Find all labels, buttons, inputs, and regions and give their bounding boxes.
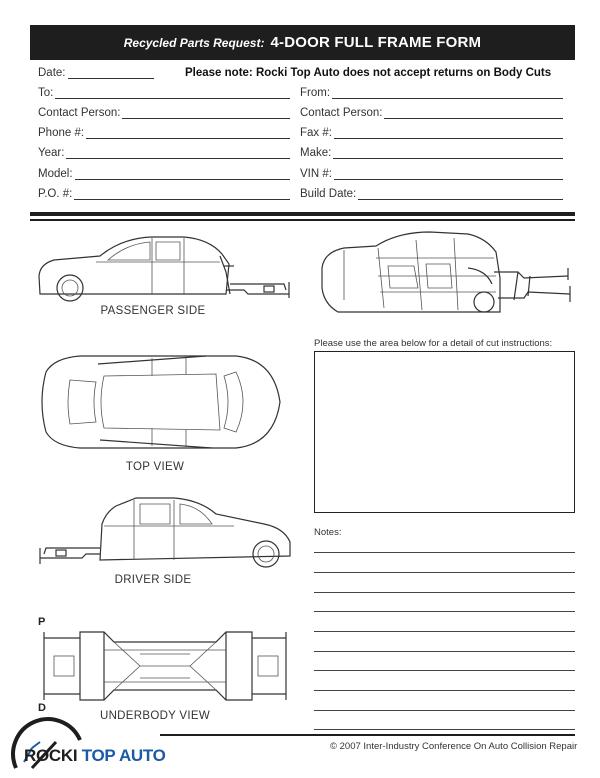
- vin-field[interactable]: [300, 168, 563, 180]
- contact-right-field[interactable]: [300, 107, 563, 119]
- year-field[interactable]: [38, 147, 290, 159]
- passenger-marker: P: [38, 616, 46, 628]
- notes-line[interactable]: [314, 690, 575, 691]
- notes-line[interactable]: [314, 670, 575, 671]
- top-view-diagram[interactable]: [36, 352, 286, 452]
- vin-label: VIN #:: [300, 168, 332, 180]
- contact-right-line[interactable]: [384, 108, 563, 119]
- make-label: Make:: [300, 147, 332, 159]
- underbody-view-diagram[interactable]: [40, 626, 290, 706]
- fax-line[interactable]: [334, 128, 563, 139]
- notes-line[interactable]: [314, 592, 575, 593]
- year-label: Year:: [38, 147, 65, 159]
- notes-label: Notes:: [314, 527, 342, 538]
- build-date-line[interactable]: [358, 189, 563, 200]
- rocki-top-auto-logo: [10, 718, 166, 774]
- to-field[interactable]: [38, 87, 290, 99]
- driver-side-diagram[interactable]: [34, 494, 296, 568]
- form-title: 4-DOOR FULL FRAME FORM: [270, 34, 482, 51]
- phone-field[interactable]: [38, 127, 290, 139]
- logo-text-top-auto: TOP AUTO: [81, 746, 166, 765]
- contact-left-label: Contact Person:: [38, 107, 121, 119]
- year-line[interactable]: [66, 148, 290, 159]
- notes-line[interactable]: [314, 572, 575, 573]
- section-divider-thick: [30, 212, 575, 216]
- make-line[interactable]: [333, 148, 563, 159]
- from-field[interactable]: [300, 87, 563, 99]
- model-label: Model:: [38, 168, 73, 180]
- phone-label: Phone #:: [38, 127, 85, 139]
- to-line[interactable]: [55, 88, 290, 99]
- po-field[interactable]: [38, 188, 290, 200]
- returns-notice: Please note: Rocki Top Auto does not accept returns on Body Cuts: [185, 67, 552, 79]
- underbody-view-caption: UNDERBODY VIEW: [99, 710, 211, 722]
- to-label: To:: [38, 87, 54, 99]
- form-header: [30, 25, 575, 60]
- make-field[interactable]: [300, 147, 563, 159]
- vin-line[interactable]: [334, 169, 563, 180]
- from-label: From:: [300, 87, 331, 99]
- cut-instructions-box[interactable]: [314, 351, 575, 513]
- form-subtitle: Recycled Parts Request:: [123, 35, 265, 50]
- from-line[interactable]: [332, 88, 563, 99]
- logo-text-rocki: ROCKI: [24, 746, 78, 765]
- fax-field[interactable]: [300, 127, 563, 139]
- date-field[interactable]: [38, 67, 154, 79]
- notes-line[interactable]: [314, 710, 575, 711]
- model-field[interactable]: [38, 168, 290, 180]
- contact-left-field[interactable]: [38, 107, 290, 119]
- po-line[interactable]: [74, 189, 290, 200]
- build-date-label: Build Date:: [300, 188, 357, 200]
- fax-label: Fax #:: [300, 127, 332, 139]
- build-date-field[interactable]: [300, 188, 563, 200]
- date-line[interactable]: [68, 68, 155, 79]
- model-line[interactable]: [75, 169, 290, 180]
- phone-line[interactable]: [86, 128, 290, 139]
- passenger-side-diagram[interactable]: [34, 232, 296, 302]
- notes-line[interactable]: [314, 611, 575, 612]
- section-divider-thin: [30, 219, 575, 221]
- perspective-cutaway-diagram[interactable]: [318, 228, 576, 316]
- notes-line[interactable]: [314, 729, 575, 730]
- copyright-text: © 2007 Inter-Industry Conference On Auto Collision Repair: [330, 741, 578, 752]
- top-view-caption: TOP VIEW: [125, 461, 185, 473]
- contact-left-line[interactable]: [122, 108, 290, 119]
- notes-line[interactable]: [314, 631, 575, 632]
- cut-instructions-label: Please use the area below for a detail of cut instructions:: [314, 338, 553, 349]
- passenger-side-caption: PASSENGER SIDE: [100, 305, 206, 317]
- driver-marker: D: [38, 702, 46, 714]
- po-label: P.O. #:: [38, 188, 73, 200]
- driver-side-caption: DRIVER SIDE: [114, 574, 192, 586]
- footer-rule: [160, 734, 575, 736]
- contact-right-label: Contact Person:: [300, 107, 383, 119]
- notes-line[interactable]: [314, 651, 575, 652]
- date-label: Date:: [38, 67, 66, 79]
- notes-line[interactable]: [314, 552, 575, 553]
